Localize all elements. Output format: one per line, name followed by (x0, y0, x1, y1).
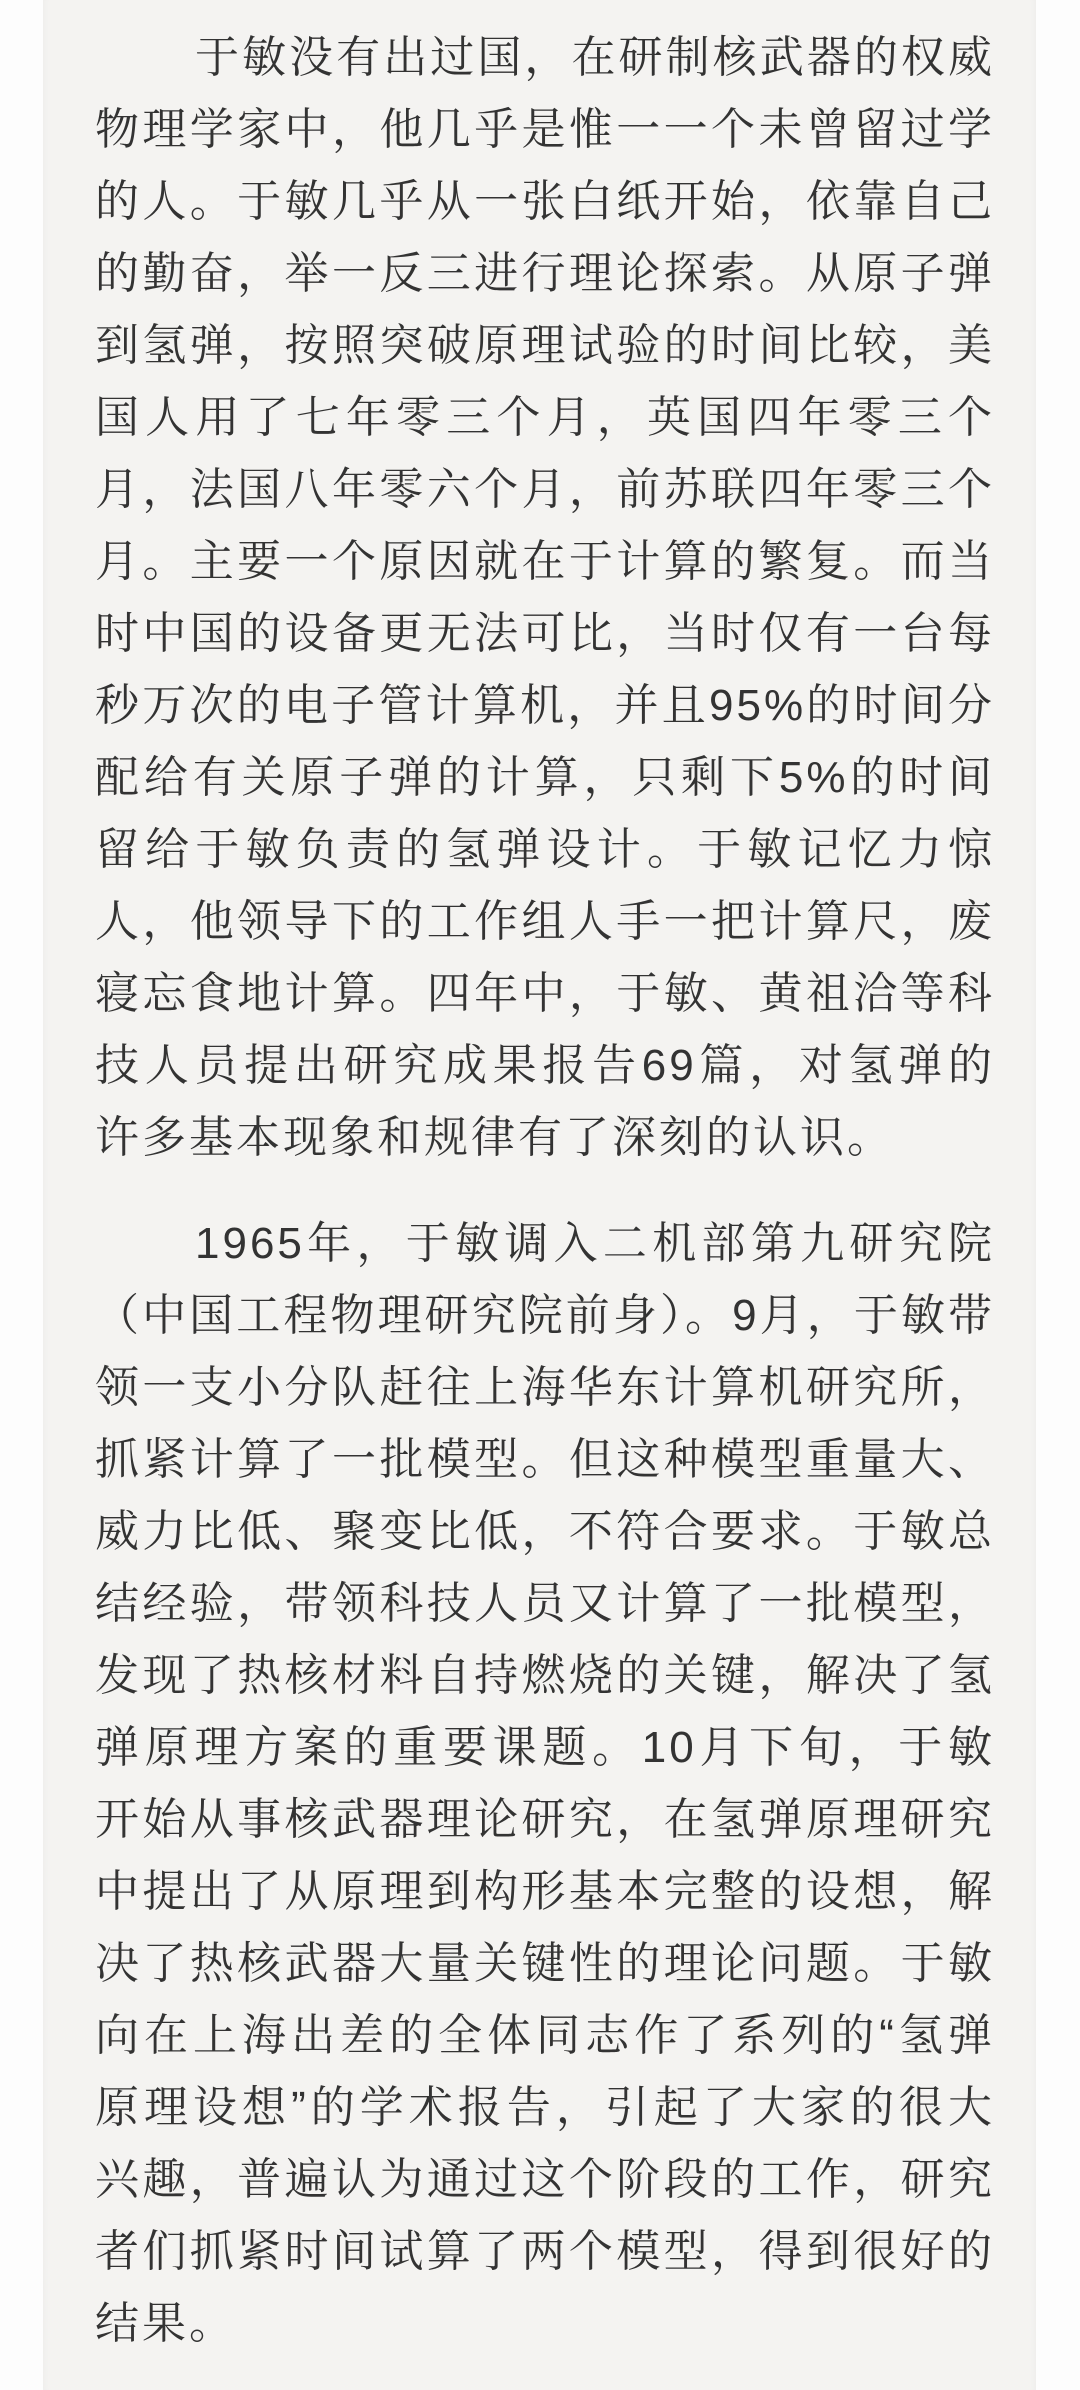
paragraph: 1965年，于敏调入二机部第九研究院（中国工程物理研究院前身）。9月，于敏带领一支小分队赶往上海华东计算机研究所，抓紧计算了一批模型。但这种模型重量大、威力比低、聚变比低，不符合要求。于敏总结经验，带领科技人员又计算了一批模型，发现了热核材料自持燃烧的关键，解决了氢弹原理方案的重要课题。10月下旬，于敏开始从事核武器理论研究，在氢弹原理研究中提出了从原理到构形基本完整的设想，解决了热核武器大量关键性的理论问题。于敏向在上海出差的全体同志作了系列的“氢弹原理设想”的学术报告，引起了大家的很大兴趣，普遍认为通过这个阶段的工作，研究者们抓紧时间试算了两个模型，得到很好的结果。 (95, 1219, 995, 2348)
page-left-margin (0, 0, 43, 2390)
article-body (43, 0, 995, 2360)
paragraph: 于敏没有出过国，在研制核武器的权威物理学家中，他几乎是惟一一个未曾留过学的人。于敏几乎从一张白纸开始，依靠自己的勤奋，举一反三进行理论探索。从原子弹到氢弹，按照突破原理试验的时间比较，美国人用了七年零三个月，英国四年零三个月，法国八年零六个月，前苏联四年零三个月。主要一个原因就在于计算的繁复。而当时中国的设备更无法可比，当时仅有一台每秒万次的电子管计算机，并且95%的时间分配给有关原子弹的计算，只剩下5%的时间留给于敏负责的氢弹设计。于敏记忆力惊人，他领导下的工作组人手一把计算尺，废寝忘食地计算。四年中，于敏、黄祖洽等科技人员提出研究成果报告69篇，对氢弹的许多基本现象和规律有了深刻的认识。 (95, 33, 995, 1162)
page-right-margin (1036, 0, 1080, 2390)
reading-panel[interactable] (43, 0, 1036, 2390)
